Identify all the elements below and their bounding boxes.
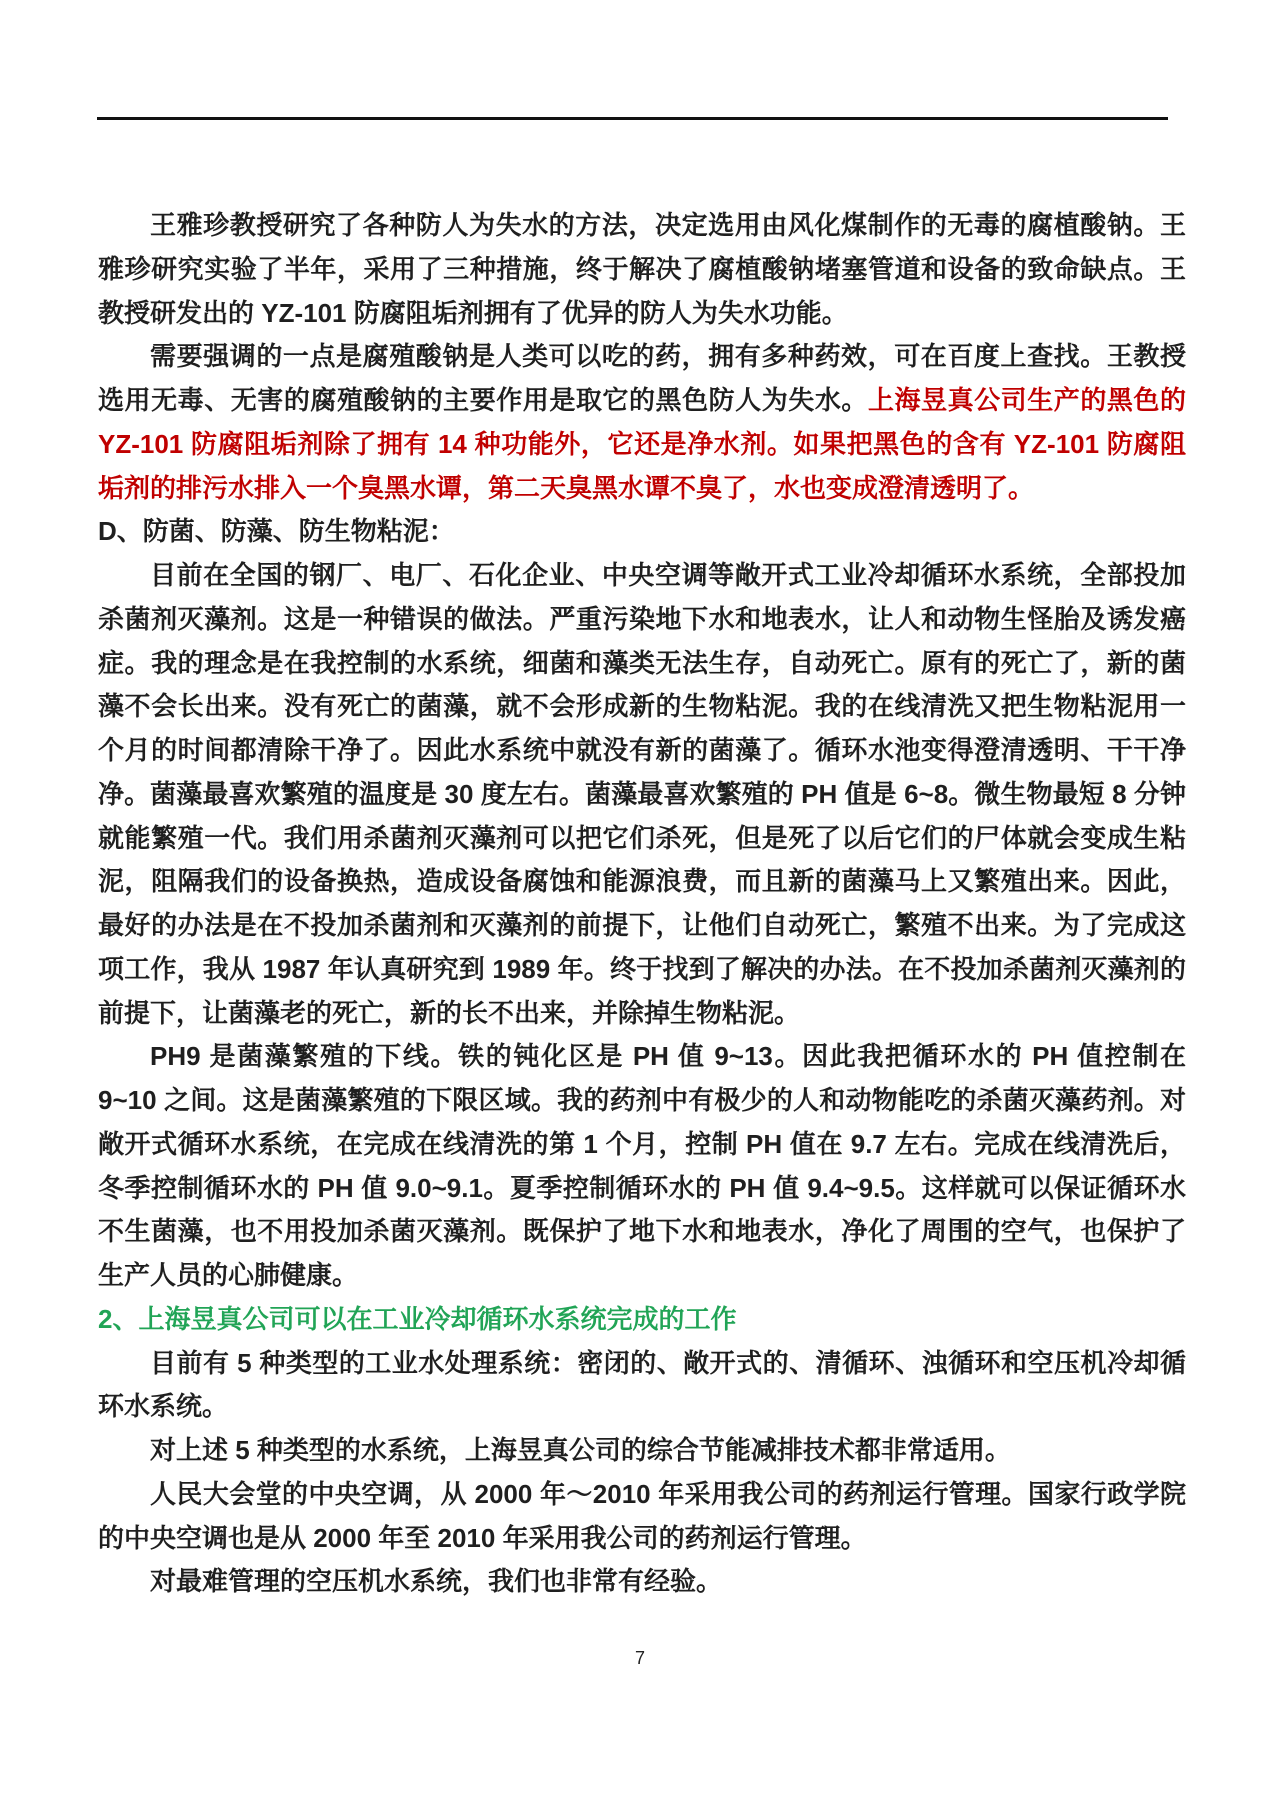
header-rule [97, 117, 1168, 120]
page-number: 7 [634, 1648, 645, 1668]
text-segment: 王雅珍教授研究了各种防人为失水的方法，决定选用由风化煤制作的无毒的腐植酸钠。王雅珍研究实验了半年，采用了三种措施，终于解决了腐植酸钠堵塞管道和设备的致命缺点。王教授研发出的 YZ-101 防腐阻垢剂拥有了优异的防人为失水功能。 [98, 210, 1186, 328]
paragraph [98, 335, 1186, 510]
text-segment: 人民大会堂的中央空调，从 2000 年～2010 年采用我公司的药剂运行管理。国家行政学院的中央空调也是从 2000 年至 2010 年采用我公司的药剂运行管理。 [98, 1478, 1186, 1553]
paragraph [98, 204, 1186, 335]
text-segment: 需要强调的一点是腐殖酸钠是人类可以吃的药，拥有多种药效，可在百度上查找。王教授选用无毒、无害的腐殖酸钠的主要作用是取它的黑色防人为失水。 [98, 341, 1186, 415]
text-segment: D、防菌、防藻、防生物粘泥： [98, 516, 455, 547]
paragraph [98, 1035, 1186, 1298]
text-segment: 对最难管理的空压机水系统，我们也非常有经验。 [150, 1566, 723, 1597]
text-segment: 2、上海昱真公司可以在工业冷却循环水系统完成的工作 [98, 1303, 737, 1334]
document-body [98, 204, 1186, 1604]
paragraph [98, 1473, 1186, 1561]
paragraph [98, 1429, 1186, 1473]
text-segment: 目前有 5 种类型的工业水处理系统：密闭的、敞开式的、清循环、浊循环和空压机冷却循环水系统。 [98, 1347, 1186, 1422]
paragraph [98, 1342, 1186, 1430]
text-segment: 上海昱真公司生产的黑色的 YZ-101 防腐阻垢剂除了拥有 14 种功能外，它还是净水剂。如果把黑色的含有 YZ-101 防腐阻垢剂的排污水排入一个臭黑水谭，第二天臭黑水谭不臭了，水也变成澄清透明了。 [98, 385, 1186, 503]
section-heading [98, 1298, 1186, 1342]
section-heading [98, 510, 1186, 554]
text-segment: 对上述 5 种类型的水系统，上海昱真公司的综合节能减排技术都非常适用。 [150, 1435, 1011, 1465]
paragraph [98, 554, 1186, 1035]
text-segment: 目前在全国的钢厂、电厂、石化企业、中央空调等敞开式工业冷却循环水系统，全部投加杀菌剂灭藻剂。这是一种错误的做法。严重污染地下水和地表水，让人和动物生怪胎及诱发癌症。我的理念是在我控制的水系统，细菌和藻类无法生存，自动死亡。原有的死亡了，新的菌藻不会长出来。没有死亡的菌藻，就不会形成新的生物粘泥。我的在线清洗又把生物粘泥用一个月的时间都清除干净了。因此水系统中就没有新的菌藻了。循环水池变得澄清透明、干干净净。菌藻最喜欢繁殖的温度是 30 度左右。菌藻最喜欢繁殖的 PH 值是 6~8。微生物最短 8 分钟就能繁殖一代。我们用杀菌剂灭藻剂可以把它们杀死，但是死了以后它们的尸体就会变成生粘泥，阻隔我们的设备换热，造成设备腐蚀和能源浪费，而且新的菌藻马上又繁殖出来。因此，最好的办法是在不投加杀菌剂和灭藻剂的前提下，让他们自动死亡，繁殖不出来。为了完成这项工作，我从 1987 年认真研究到 1989 年。终于找到了解决的办法。在不投加杀菌剂灭藻剂的前提下，让菌藻老的死亡，新的长不出来，并除掉生物粘泥。 [98, 560, 1186, 1028]
text-segment: PH9 是菌藻繁殖的下线。铁的钝化区是 PH 值 9~13。因此我把循环水的 PH 值控制在 9~10 之间。这是菌藻繁殖的下限区域。我的药剂中有极少的人和动物能吃的杀菌灭藻药剂。对敞开式循环水系统，在完成在线清洗的第 1 个月，控制 PH 值在 9.7 左右。完成在线清洗后，冬季控制循环水的 PH 值 9.0~9.1。夏季控制循环水的 PH 值 9.4~9.5。这样就可以保证循环水不生菌藻，也不用投加杀菌灭藻剂。既保护了地下水和地表水，净化了周围的空气，也保护了生产人员的心肺健康。 [98, 1041, 1186, 1290]
paragraph [98, 1560, 1186, 1604]
